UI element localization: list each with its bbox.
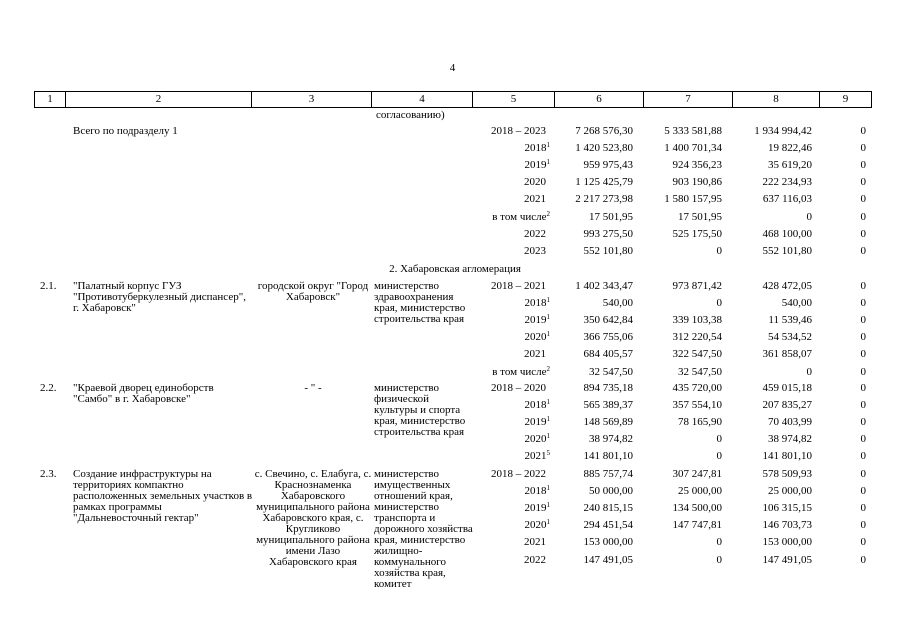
amount-col9-cell: 0 (860, 211, 866, 223)
amount-col7-cell: 0 (716, 297, 722, 309)
period-cell: 2020$^1$ (524, 432, 550, 445)
amount-col9-cell: 0 (860, 416, 866, 428)
period-cell: в том числе$^2$ (492, 365, 550, 378)
amount-total-cell: 959 975,43 (583, 159, 633, 171)
amount-total-cell: 350 642,84 (583, 314, 633, 326)
footnote-mark: 1 (546, 432, 550, 440)
amount-col7-cell: 32 547,50 (678, 366, 722, 378)
amount-col9-cell: 0 (860, 125, 866, 137)
footnote-mark: 1 (546, 415, 550, 423)
header-cell: 4 (372, 92, 473, 107)
amount-col8-cell: 70 403,99 (768, 416, 812, 428)
amount-total-cell: 240 815,15 (583, 502, 633, 514)
period-cell: 2020 (524, 176, 546, 188)
amount-col8-cell: 19 822,46 (768, 142, 812, 154)
amount-col9-cell: 0 (860, 450, 866, 462)
amount-total-cell: 366 755,06 (583, 331, 633, 343)
carryover-text: согласованию) (376, 109, 445, 121)
footnote-mark: 1 (546, 484, 550, 492)
amount-col7-cell: 322 547,50 (672, 348, 722, 360)
period-cell: 2019$^1$ (524, 158, 550, 171)
header-cell: 6 (555, 92, 644, 107)
amount-col7-cell: 924 356,23 (672, 159, 722, 171)
amount-col9-cell: 0 (860, 245, 866, 257)
amount-col8-cell: 428 472,05 (762, 280, 812, 292)
header-cell: 3 (252, 92, 372, 107)
period-cell: 2018 – 2023 (491, 125, 546, 137)
footnote-mark: 1 (546, 313, 550, 321)
amount-col7-cell: 435 720,00 (672, 382, 722, 394)
page-number: 4 (449, 62, 456, 74)
amount-col9-cell: 0 (860, 193, 866, 205)
footnote-mark: 1 (546, 518, 550, 526)
amount-col9-cell: 0 (860, 366, 866, 378)
amount-total-cell: 38 974,82 (589, 433, 633, 445)
amount-total-cell: 993 275,50 (583, 228, 633, 240)
amount-col7-cell: 5 333 581,88 (664, 125, 722, 137)
amount-col7-cell: 0 (716, 433, 722, 445)
amount-col8-cell: 147 491,05 (762, 554, 812, 566)
amount-col7-cell: 0 (716, 450, 722, 462)
header-cell: 1 (35, 92, 66, 107)
amount-col9-cell: 0 (860, 554, 866, 566)
amount-col9-cell: 0 (860, 331, 866, 343)
amount-total-cell: 1 402 343,47 (575, 280, 633, 292)
amount-col8-cell: 141 801,10 (762, 450, 812, 462)
amount-col7-cell: 78 165,90 (678, 416, 722, 428)
amount-col7-cell: 0 (716, 554, 722, 566)
item-name: "Краевой дворец единоборств "Самбо" в г. Хабаровске" (73, 382, 214, 405)
period-cell: 2018 – 2021 (491, 280, 546, 292)
table-header-row (34, 91, 872, 108)
period-cell: 2023 (524, 245, 546, 257)
period-cell: 2018$^1$ (524, 296, 550, 309)
amount-col8-cell: 153 000,00 (762, 536, 812, 548)
amount-col8-cell: 54 534,52 (768, 331, 812, 343)
amount-col8-cell: 361 858,07 (762, 348, 812, 360)
amount-col9-cell: 0 (860, 433, 866, 445)
amount-col9-cell: 0 (860, 348, 866, 360)
period-cell: 2018$^1$ (524, 484, 550, 497)
amount-col9-cell: 0 (860, 142, 866, 154)
amount-col7-cell: 1 580 157,95 (664, 193, 722, 205)
period-cell: 2021 (524, 348, 546, 360)
amount-col8-cell: 35 619,20 (768, 159, 812, 171)
amount-total-cell: 17 501,95 (589, 211, 633, 223)
amount-col9-cell: 0 (860, 228, 866, 240)
amount-col9-cell: 0 (860, 280, 866, 292)
item-agency: министерство здравоохранения края, министерство строительства края (374, 280, 466, 325)
amount-col8-cell: 207 835,27 (762, 399, 812, 411)
period-cell: 2020$^1$ (524, 330, 550, 343)
footnote-mark: 2 (546, 365, 550, 373)
amount-col7-cell: 1 400 701,34 (664, 142, 722, 154)
footnote-mark: 2 (546, 210, 550, 218)
amount-total-cell: 540,00 (602, 297, 633, 309)
amount-total-cell: 1 420 523,80 (575, 142, 633, 154)
amount-col7-cell: 312 220,54 (672, 331, 722, 343)
amount-col8-cell: 146 703,73 (762, 519, 812, 531)
item-location: городской округ "Город Хабаровск" (257, 280, 369, 303)
period-cell: 2021 (524, 193, 546, 205)
amount-total-cell: 684 405,57 (583, 348, 633, 360)
period-cell: 2022 (524, 554, 546, 566)
footnote-mark: 1 (546, 141, 550, 149)
amount-col8-cell: 552 101,80 (762, 245, 812, 257)
period-cell: в том числе$^2$ (492, 210, 550, 223)
amount-col8-cell: 0 (806, 366, 812, 378)
amount-total-cell: 147 491,05 (583, 554, 633, 566)
amount-col7-cell: 0 (716, 245, 722, 257)
period-cell: 2018$^1$ (524, 398, 550, 411)
amount-total-cell: 7 268 576,30 (575, 125, 633, 137)
subtotal-label: Всего по подразделу 1 (73, 125, 178, 137)
section-title: 2. Хабаровская агломерация (389, 263, 521, 275)
amount-col7-cell: 134 500,00 (672, 502, 722, 514)
amount-col8-cell: 11 539,46 (768, 314, 812, 326)
footnote-mark: 5 (546, 449, 550, 457)
amount-col9-cell: 0 (860, 536, 866, 548)
amount-total-cell: 1 125 425,79 (575, 176, 633, 188)
period-cell: 2021 (524, 536, 546, 548)
amount-col9-cell: 0 (860, 468, 866, 480)
amount-total-cell: 885 757,74 (583, 468, 633, 480)
amount-total-cell: 552 101,80 (583, 245, 633, 257)
header-cell: 8 (733, 92, 820, 107)
footnote-mark: 1 (546, 296, 550, 304)
item-name: "Палатный корпус ГУЗ "Противотуберкулезный диспансер", г. Хабаровск" (73, 280, 246, 314)
amount-col8-cell: 468 100,00 (762, 228, 812, 240)
period-cell: 2019$^1$ (524, 415, 550, 428)
item-number: 2.3. (40, 468, 57, 480)
amount-col9-cell: 0 (860, 502, 866, 514)
amount-col8-cell: 25 000,00 (768, 485, 812, 497)
item-name: Создание инфраструктуры на территориях компактно расположенных земельных участков в рамках программы "Дальневосточный гектар" (73, 468, 253, 524)
amount-col9-cell: 0 (860, 159, 866, 171)
period-cell: 2019$^1$ (524, 313, 550, 326)
amount-total-cell: 565 389,37 (583, 399, 633, 411)
amount-col8-cell: 459 015,18 (762, 382, 812, 394)
amount-col8-cell: 0 (806, 211, 812, 223)
item-number: 2.1. (40, 280, 57, 292)
amount-col8-cell: 578 509,93 (762, 468, 812, 480)
amount-col7-cell: 17 501,95 (678, 211, 722, 223)
amount-col7-cell: 339 103,38 (672, 314, 722, 326)
amount-col9-cell: 0 (860, 519, 866, 531)
amount-col7-cell: 0 (716, 536, 722, 548)
footnote-mark: 1 (546, 158, 550, 166)
amount-col9-cell: 0 (860, 382, 866, 394)
period-cell: 2018 – 2022 (491, 468, 546, 480)
amount-col7-cell: 307 247,81 (672, 468, 722, 480)
period-cell: 2019$^1$ (524, 501, 550, 514)
amount-total-cell: 294 451,54 (583, 519, 633, 531)
amount-col8-cell: 540,00 (781, 297, 812, 309)
amount-col8-cell: 222 234,93 (762, 176, 812, 188)
amount-col8-cell: 38 974,82 (768, 433, 812, 445)
item-location: - " - (304, 382, 322, 394)
amount-col9-cell: 0 (860, 399, 866, 411)
item-agency: министерство имущественных отношений края, министерство транспорта и дорожного хозяйства края, министерство жилищно-коммунального хозяйства края, комитет (374, 468, 473, 590)
item-agency: министерство физической культуры и спорта края, министерство строительства края (374, 382, 466, 438)
period-cell: 2018$^1$ (524, 141, 550, 154)
period-cell: 2018 – 2020 (491, 382, 546, 394)
amount-total-cell: 141 801,10 (583, 450, 633, 462)
amount-total-cell: 32 547,50 (589, 366, 633, 378)
amount-col9-cell: 0 (860, 297, 866, 309)
amount-col7-cell: 147 747,81 (672, 519, 722, 531)
amount-col8-cell: 1 934 994,42 (754, 125, 812, 137)
amount-total-cell: 148 569,89 (583, 416, 633, 428)
footnote-mark: 1 (546, 398, 550, 406)
footnote-mark: 1 (546, 330, 550, 338)
header-cell: 9 (842, 93, 849, 105)
amount-col8-cell: 106 315,15 (762, 502, 812, 514)
amount-col7-cell: 525 175,50 (672, 228, 722, 240)
amount-col7-cell: 973 871,42 (672, 280, 722, 292)
footnote-mark: 1 (546, 501, 550, 509)
amount-total-cell: 153 000,00 (583, 536, 633, 548)
item-location: с. Свечино, с. Елабуга, с. Краснознаменка Хабаровского муниципального района Хабаровского края, с. Кругликово муниципального района имени Лазо Хабаровского края (254, 468, 372, 568)
amount-total-cell: 2 217 273,98 (575, 193, 633, 205)
period-cell: 2022 (524, 228, 546, 240)
header-cell: 5 (473, 92, 555, 107)
item-number: 2.2. (40, 382, 57, 394)
amount-col9-cell: 0 (860, 485, 866, 497)
amount-col7-cell: 903 190,86 (672, 176, 722, 188)
amount-total-cell: 50 000,00 (589, 485, 633, 497)
header-cell: 7 (644, 92, 733, 107)
amount-total-cell: 894 735,18 (583, 382, 633, 394)
header-cell: 2 (66, 92, 252, 107)
period-cell: 2021$^5$ (524, 449, 550, 462)
amount-col8-cell: 637 116,03 (762, 193, 812, 205)
period-cell: 2020$^1$ (524, 518, 550, 531)
amount-col9-cell: 0 (860, 176, 866, 188)
amount-col7-cell: 25 000,00 (678, 485, 722, 497)
amount-col9-cell: 0 (860, 314, 866, 326)
amount-col7-cell: 357 554,10 (672, 399, 722, 411)
